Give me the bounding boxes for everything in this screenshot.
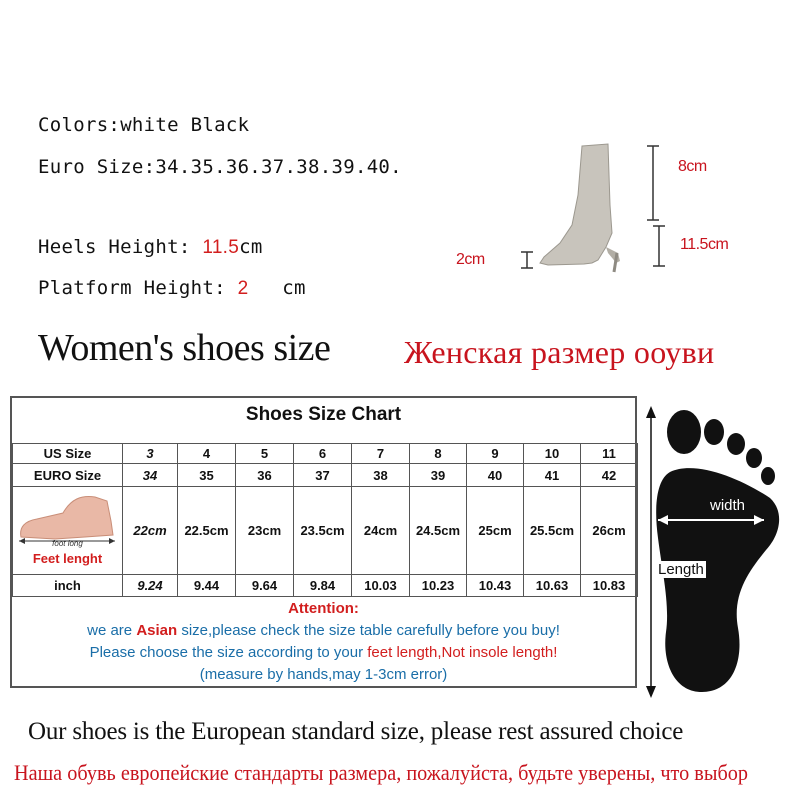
inch-cell: 10.43 [467, 575, 524, 597]
euro-size-row [13, 464, 638, 487]
feet-length-cell: 24.5cm [410, 487, 467, 575]
colors-value: white Black [120, 114, 250, 136]
feet-length-row [13, 487, 638, 575]
euro-size-cell: 39 [410, 464, 467, 487]
inch-cell: 10.23 [410, 575, 467, 597]
platform-height-value: 2 [237, 278, 249, 299]
inch-row [13, 575, 638, 597]
euro-size-cell: 35 [178, 464, 236, 487]
feet-length-cell: 24cm [352, 487, 410, 575]
inch-cell: 10.03 [352, 575, 410, 597]
attention-line-3: (measure by hands,may 1-3cm error) [199, 666, 448, 683]
platform-height-spec [38, 277, 306, 300]
attention-line-2-c: ,Not insole length! [437, 644, 558, 661]
attention-title: Attention: [288, 600, 359, 617]
heels-height-label: Heels Height: [38, 236, 191, 258]
feet-length-cell: 25.5cm [524, 487, 581, 575]
inch-cell: 10.63 [524, 575, 581, 597]
attention-feet-length: feet length [367, 644, 438, 661]
us-size-row [13, 444, 638, 464]
us-size-cell: 6 [294, 444, 352, 464]
platform-height-label: Platform Height: [38, 277, 226, 299]
footer-en: Our shoes is the European standard size, please rest assured choice [28, 718, 684, 745]
euro-size-cell: 34 [123, 464, 178, 487]
heels-height-unit: cm [239, 236, 263, 258]
feet-length-cell: 23cm [236, 487, 294, 575]
shaft-height-label: 8cm [678, 158, 707, 175]
foot-outline-diagram [640, 400, 800, 700]
attention-asian: Asian [136, 622, 178, 639]
attention-line-2 [12, 642, 635, 664]
platform-height-label: 2cm [456, 251, 485, 268]
heels-height-spec [38, 236, 263, 259]
feet-length-header [13, 487, 123, 575]
inch-cell: 9.64 [236, 575, 294, 597]
us-size-cell: 10 [524, 444, 581, 464]
euro-size-cell: 37 [294, 464, 352, 487]
us-size-cell: 4 [178, 444, 236, 464]
us-size-label: US Size [13, 444, 123, 464]
us-size-cell: 5 [236, 444, 294, 464]
euro-size-cell: 38 [352, 464, 410, 487]
euro-size-cell: 36 [236, 464, 294, 487]
inch-cell: 9.84 [294, 575, 352, 597]
us-size-cell: 7 [352, 444, 410, 464]
us-size-cell: 8 [410, 444, 467, 464]
inch-cell: 9.44 [178, 575, 236, 597]
foot-long-caption: foot long [52, 539, 83, 548]
platform-height-unit: cm [282, 277, 306, 299]
euro-size-cell: 42 [581, 464, 638, 487]
heel-height-label: 11.5cm [680, 236, 729, 253]
attention-line-1-c: size,please check the size table carefully before you buy! [177, 622, 560, 639]
euro-size-value: 34.35.36.37.38.39.40. [155, 156, 402, 178]
euro-size-spec [38, 156, 402, 178]
heading-en: Women's shoes size [38, 327, 331, 369]
inch-cell: 9.24 [123, 575, 178, 597]
euro-size-label: EURO Size [13, 464, 123, 487]
feet-length-label: Feet lenght [32, 551, 103, 566]
feet-length-cell: 22cm [123, 487, 178, 575]
attention-line-1-a: we are [87, 622, 137, 639]
colors-spec [38, 114, 249, 136]
footer-ru: Наша обувь европейские стандарты размера, пожалуйста, будьте уверены, что выбор [14, 760, 748, 785]
foot-width-label: width [710, 497, 746, 514]
attention-notice [12, 598, 635, 686]
feet-length-cell: 22.5cm [178, 487, 236, 575]
foot-length-label: Length [658, 561, 704, 578]
heels-height-value: 11.5 [202, 237, 240, 258]
euro-size-label: Euro Size: [38, 156, 156, 178]
us-size-cell: 11 [581, 444, 638, 464]
feet-length-cell: 25cm [467, 487, 524, 575]
colors-label: Colors: [38, 114, 121, 136]
euro-size-cell: 41 [524, 464, 581, 487]
size-chart-table [12, 443, 638, 597]
inch-cell: 10.83 [581, 575, 638, 597]
dimension-marks [515, 140, 675, 275]
us-size-cell: 3 [123, 444, 178, 464]
feet-length-cell: 23.5cm [294, 487, 352, 575]
attention-line-1 [12, 620, 635, 642]
attention-line-2-a: Please choose the size according to your [89, 644, 368, 661]
feet-length-cell: 26cm [581, 487, 638, 575]
euro-size-cell: 40 [467, 464, 524, 487]
heading-ru: Женская размер ооуви [404, 334, 715, 370]
inch-label: inch [13, 575, 123, 597]
chart-title: Shoes Size Chart [245, 404, 402, 425]
us-size-cell: 9 [467, 444, 524, 464]
